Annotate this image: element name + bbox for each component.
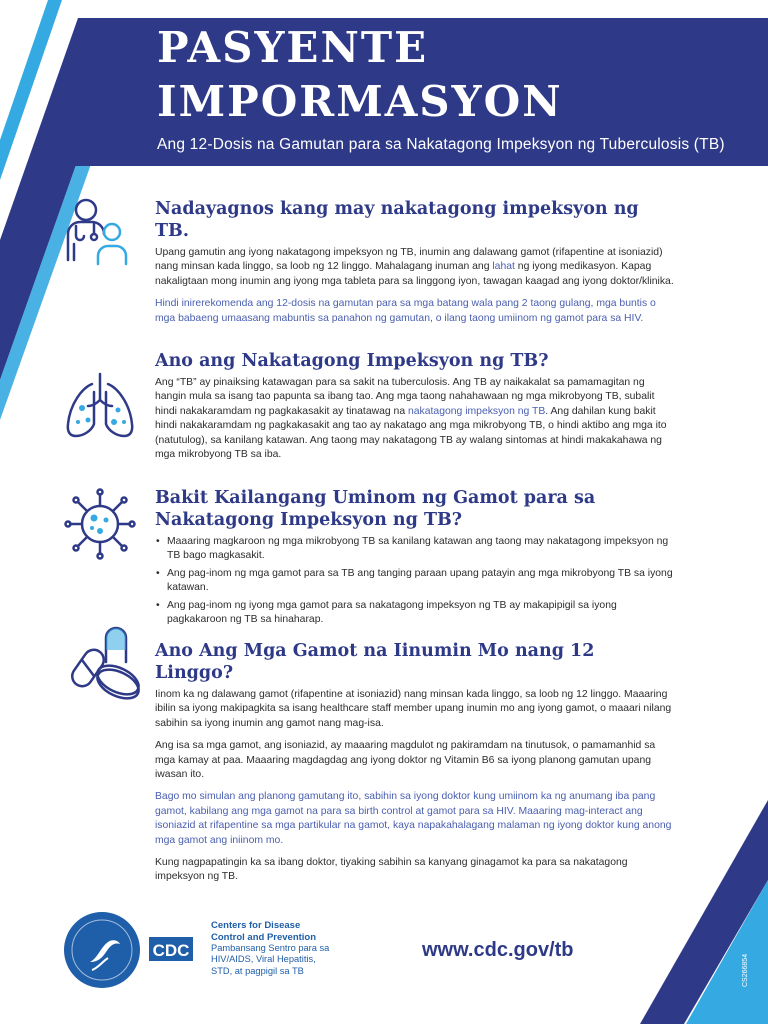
section-title: Bakit Kailangang Uminom ng Gamot para sa Nakatagong Impeksyon ng TB?: [155, 488, 596, 530]
section-title: Nadayagnos kang may nakatagong impeksyon ng TB.: [155, 199, 639, 241]
paragraph-text: Ang “TB” ay pinaiksing katawagan para sa sakit na tuberculosis. Ang TB ay naikakalat sa pamamagitan ng hangin mula sa isang tao papunta sa ibang tao. Ang mga taong nahahawaan ng mga mikrobyong TB, subalit hindi nakakaramdam ng pagkakasakit ay tinatawag na: [155, 377, 655, 417]
section-paragraph: [155, 376, 675, 462]
header-banner-content: [128, 18, 768, 166]
org-name-line1: Centers for Disease: [211, 920, 301, 931]
section-note: Bago mo simulan ang planong gamutang ito, sabihin sa iyong doktor kung umiinom ka ng anumang iba pang gamot, kabilang ang mga gamot na para sa birth control at gamot para sa HIV. Maaaring mag-interact ang isoniazid at rifapentine sa mga partikular na gamot, kaya napakahalagang malaman ng iyong doktor kung anong mga gamot ang iniinom mo.: [155, 791, 672, 846]
paragraph-text: ng iyong medikasyon. Kapag nakaligtaan mong inumin ang iyong mga tableta para sa linggong iyon, tawagan kaagad ang iyong doktor/klinika.: [155, 261, 674, 287]
page-title-line1: PASYENTE: [157, 23, 429, 72]
bullet-list: [155, 535, 675, 627]
website-link[interactable]: www.cdc.gov/tb: [422, 939, 574, 961]
section-paragraph: Ang isa sa mga gamot, ang isoniazid, ay maaaring magdulot ng pakiramdam na tinutusok, o pamamanhid sa mga kamay at paa. Maaaring magdagdag ang iyong doktor ng Vitamin B6 sa iyong planong gamutan upang iwasan ito.: [155, 740, 656, 781]
list-item: • Maaaring magkaroon ng mga mikrobyong TB sa kanilang katawan ang taong may nakatagong impeksyon ng TB bago magkasakit.: [167, 535, 675, 564]
section-medicines: [155, 640, 675, 893]
cdc-org-block: [211, 920, 361, 977]
paragraph-text: . Ang dahilan kung bakit hindi nakakaramdam ng pagkakasakit ang tao ay nakatago ang mga mikrobyong TB, o hindi aktibo ang mga ito (natutulog), sa kanilang katawan. Ang taong may nakatagong TB ay walang sintomas at hindi makakahawa ng mga mikrobyong TB sa iba.: [155, 405, 667, 461]
section-title: Ano Ang Mga Gamot na Iinumin Mo nang 12 Linggo?: [155, 641, 595, 683]
list-item: • Ang pag-inom ng iyong mga gamot para sa nakatagong impeksyon ng TB ay makapipigil sa iyong pagkakaroon ng TB sa hinaharap.: [167, 599, 675, 628]
highlight-text: nakatagong impeksyon ng TB: [408, 405, 546, 417]
section-note: Hindi inirerekomenda ang 12-dosis na gamutan para sa mga batang wala pang 2 taong gulang, mga buntis o mga babaeng umaasang mabuntis sa panahon ng gamutan, o ilang taong umiinom ng gamot para sa HIV.: [155, 298, 656, 324]
center-line1: Pambansang Sentro para sa: [211, 943, 330, 953]
section-paragraph: Kung nagpapatingin ka sa ibang doktor, tiyaking sabihin sa kanyang ginagamot ka para sa nakatagong impeksyon ng TB.: [155, 857, 628, 883]
section-paragraph: [155, 246, 675, 289]
center-line2: HIV/AIDS, Viral Hepatitis,: [211, 954, 316, 965]
cdc-logo-text: CDC: [152, 941, 190, 960]
section-paragraph: Iinom ka ng dalawang gamot (rifapentine at isoniazid) nang minsan kada linggo, sa loob ng 12 linggo. Maaaring ibilin sa iyong makipagkita sa isang healthcare staff member upang inumin mo ang iyong gamot, o maaari nilang sabihin sa iyong inumin ang gamot nang mag-isa.: [155, 689, 672, 729]
org-name-line2: Control and Prevention: [211, 931, 317, 943]
section-what-is-latent-tb: [155, 350, 675, 470]
document-code: CS266854: [742, 953, 749, 987]
section-why-take-medicine: [155, 487, 675, 630]
paragraph-text: Upang gamutin ang iyong nakatagong impeksyon ng TB, inumin ang dalawang gamot (rifapentine at isoniazid) nang minsan kada linggo, sa loob ng 12 linggo. Mahalagang inuman ang: [155, 247, 663, 273]
page-title-line2: IMPORMASYON: [157, 77, 563, 126]
lungs-icon: [64, 370, 136, 442]
page-subtitle: Ang 12-Dosis na Gamutan para sa Nakatagong Impeksyon ng Tuberculosis (TB): [157, 136, 725, 153]
section-diagnosed: [155, 198, 675, 334]
highlight-text: lahat: [492, 261, 515, 273]
list-item: • Ang pag-inom ng mga gamot para sa TB ang tanging paraan upang patayin ang mga mikrobyong TB sa iyong katawan.: [167, 567, 675, 596]
pills-icon: [64, 624, 148, 708]
doctor-patient-icon: [60, 196, 132, 268]
cdc-logo: [62, 910, 200, 990]
section-title: Ano ang Nakatagong Impeksyon ng TB?: [155, 351, 549, 371]
center-line3: STD, at pagpigil sa TB: [211, 965, 304, 976]
germ-icon: [64, 488, 136, 560]
